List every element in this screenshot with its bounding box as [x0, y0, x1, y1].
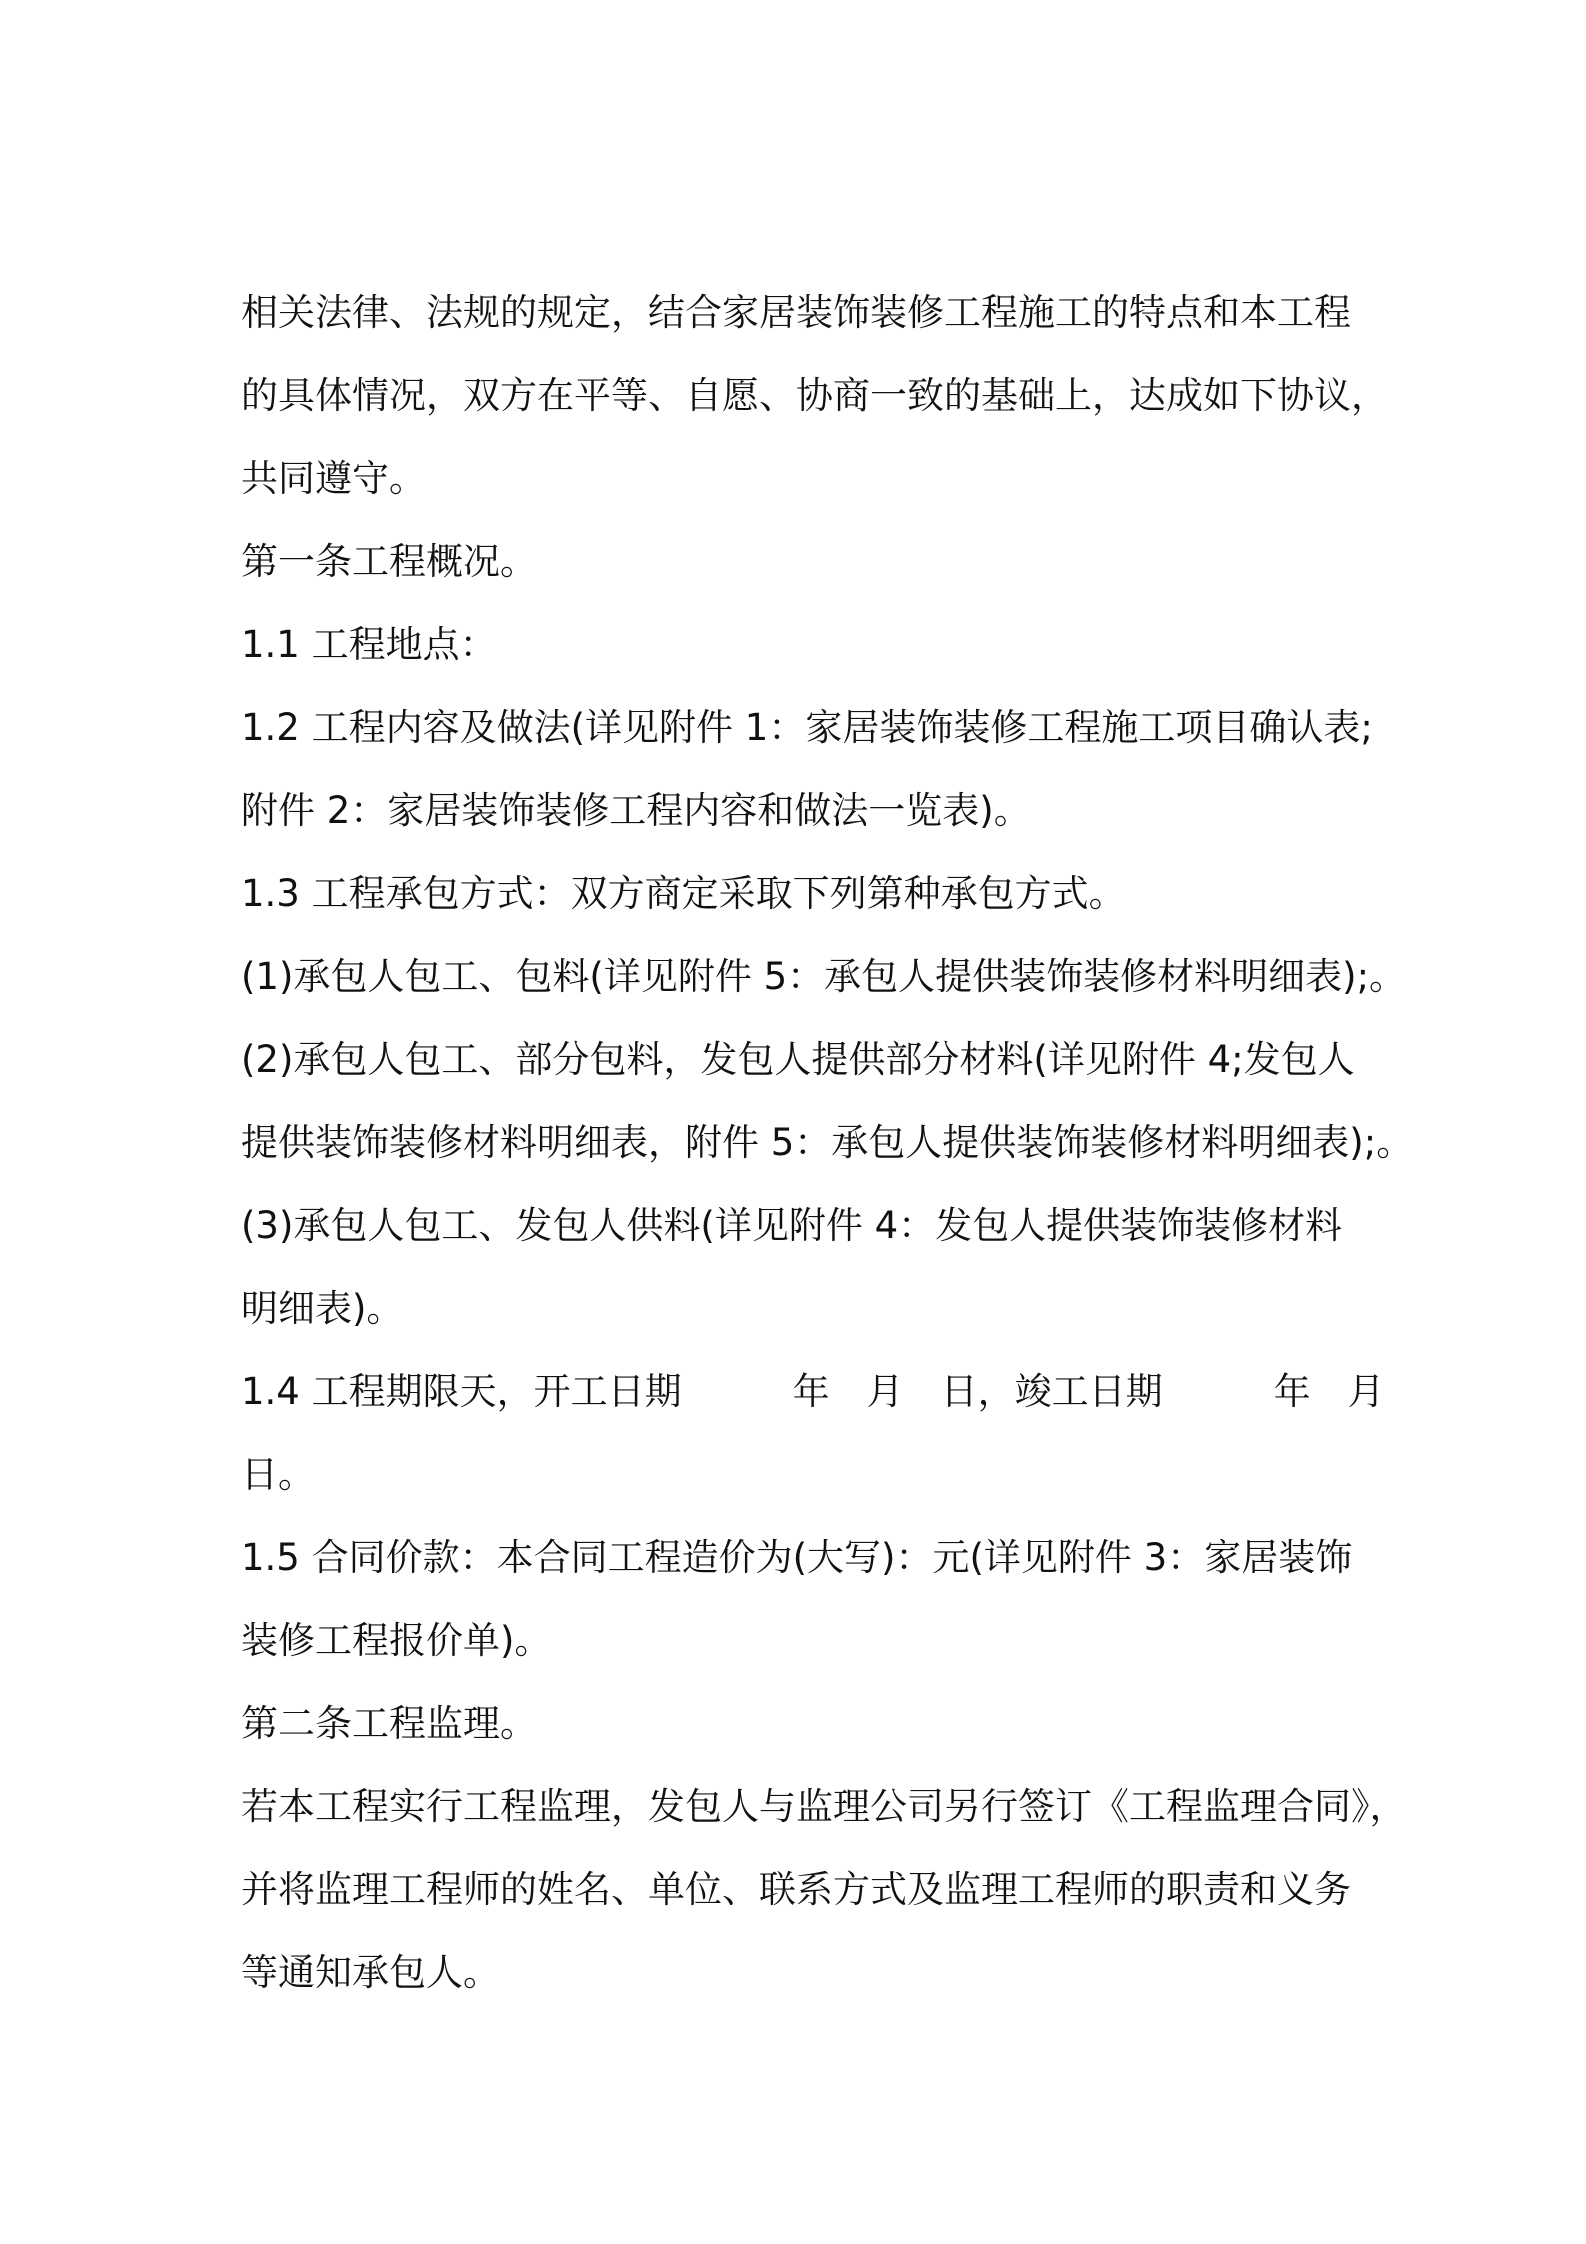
paragraph-line: (3)承包人包工、发包人供料(详见附件 4：发包人提供装饰装修材料 — [241, 1204, 1343, 1247]
paragraph-line: 等通知承包人。 — [241, 1951, 500, 1994]
paragraph-line: 1.3 工程承包方式：双方商定采取下列第种承包方式。 — [241, 872, 1126, 915]
paragraph-line: 附件 2：家居装饰装修工程内容和做法一览表)。 — [241, 789, 1031, 832]
section-heading: 第二条工程监理。 — [241, 1702, 537, 1745]
paragraph-line: 的具体情况，双方在平等、自愿、协商一致的基础上，达成如下协议， — [241, 374, 1388, 417]
paragraph-line: 1.4 工程期限天，开工日期 年 月 日，竣工日期 年 月 — [241, 1370, 1385, 1413]
paragraph-line: 提供装饰装修材料明细表，附件 5：承包人提供装饰装修材料明细表);。 — [241, 1121, 1414, 1164]
paragraph-line: (1)承包人包工、包料(详见附件 5：承包人提供装饰装修材料明细表);。 — [241, 955, 1407, 998]
paragraph-line: 若本工程实行工程监理，发包人与监理公司另行签订《工程监理合同》， — [241, 1785, 1407, 1828]
paragraph-line: 共同遵守。 — [241, 457, 426, 500]
paragraph-line: 日。 — [241, 1453, 315, 1496]
paragraph-line: 装修工程报价单)。 — [241, 1619, 552, 1662]
paragraph-line: 明细表)。 — [241, 1287, 404, 1330]
section-heading: 第一条工程概况。 — [241, 540, 537, 583]
paragraph-line: 相关法律、法规的规定，结合家居装饰装修工程施工的特点和本工程 — [241, 291, 1351, 334]
paragraph-line: 1.2 工程内容及做法(详见附件 1：家居装饰装修工程施工项目确认表; — [241, 706, 1373, 749]
paragraph-line: 1.5 合同价款：本合同工程造价为(大写)：元(详见附件 3：家居装饰 — [241, 1536, 1353, 1579]
paragraph-line: 并将监理工程师的姓名、单位、联系方式及监理工程师的职责和义务 — [241, 1868, 1351, 1911]
paragraph-line: 1.1 工程地点： — [241, 623, 497, 666]
paragraph-line: (2)承包人包工、部分包料，发包人提供部分材料(详见附件 4;发包人 — [241, 1038, 1355, 1081]
